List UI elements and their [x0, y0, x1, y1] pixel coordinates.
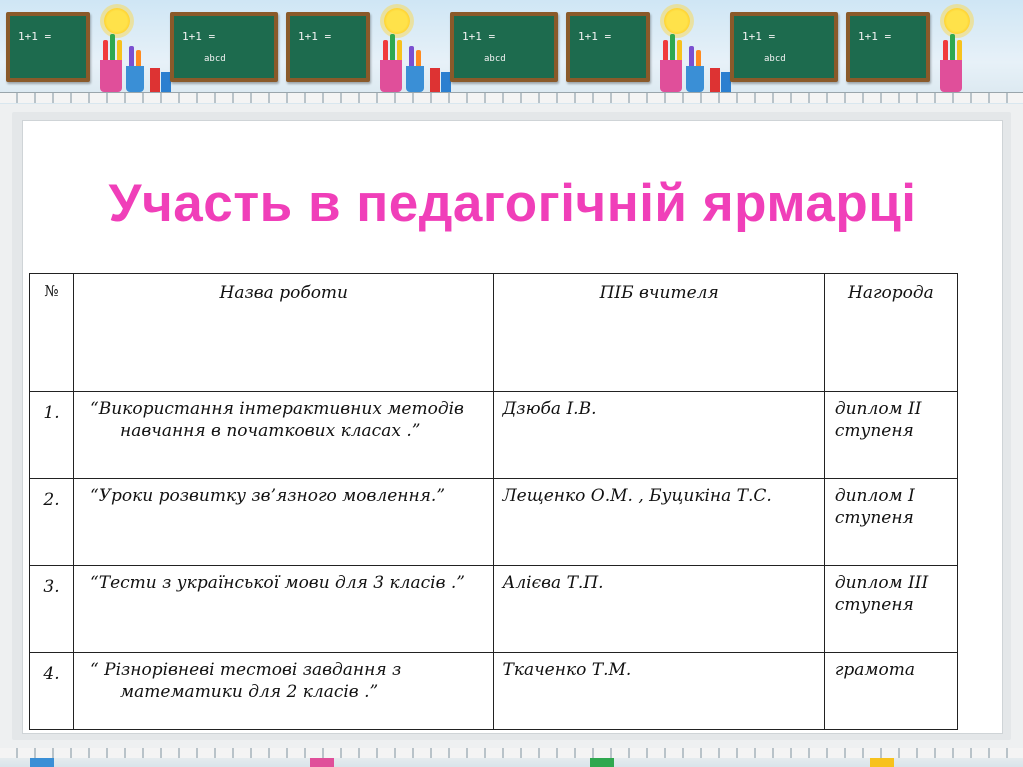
- header-teacher: ПІБ вчителя: [494, 274, 824, 392]
- school-supplies-illustration: [0, 0, 280, 92]
- chalkboard-text: 1+1 =: [578, 30, 612, 43]
- work-title-cell: [74, 392, 494, 479]
- border-trim: [0, 92, 1023, 103]
- sun-icon: [664, 8, 690, 34]
- slide-panel: [12, 112, 1011, 740]
- teacher-cell: Алієва Т.П.: [494, 566, 824, 653]
- chalkboard-text: 1+1 =: [462, 30, 496, 43]
- border-trim: [0, 748, 1023, 758]
- teacher-cell: Дзюба І.В.: [494, 392, 824, 479]
- table-row: [30, 392, 958, 479]
- header-award: Нагорода: [824, 274, 957, 392]
- table-row: [30, 479, 958, 566]
- book-icon: [30, 758, 54, 767]
- work-title-line: “ Різнорівневі тестові завдання з: [90, 660, 402, 680]
- chalkboard-icon: [286, 12, 370, 82]
- row-number: 2.: [30, 479, 74, 566]
- sun-icon: [384, 8, 410, 34]
- work-title-line: навчання в початкових класах .”: [120, 421, 421, 442]
- award-cell: [824, 653, 957, 730]
- award-line: ступеня: [834, 508, 914, 529]
- school-supplies-illustration: [560, 0, 840, 92]
- work-title-line: “Уроки розвитку зв’язного мовлення.”: [90, 486, 446, 506]
- award-line: диплом І: [834, 486, 915, 506]
- school-supplies-illustration: [280, 0, 560, 92]
- pencil-cup-icon: [126, 66, 144, 92]
- row-number: 4.: [30, 653, 74, 730]
- award-line: грамота: [834, 660, 916, 680]
- book-icon: [150, 68, 160, 92]
- chalkboard-text: abcd: [484, 54, 506, 64]
- award-cell: [824, 479, 957, 566]
- book-icon: [710, 68, 720, 92]
- award-line: диплом ІІ: [834, 399, 922, 419]
- book-icon: [590, 758, 614, 767]
- award-line: ступеня: [834, 595, 914, 616]
- table-header-row: [30, 274, 958, 392]
- work-title-line: “Тести з української мови для 3 класів .”: [90, 573, 465, 593]
- chalkboard-text: 1+1 =: [182, 30, 216, 43]
- school-supplies-illustration: [840, 0, 1023, 92]
- teacher-cell: Ткаченко Т.М.: [494, 653, 824, 730]
- sun-icon: [104, 8, 130, 34]
- header-work-title: Назва роботи: [74, 274, 494, 392]
- slide-content: [22, 120, 1003, 734]
- award-line: ступеня: [834, 421, 914, 442]
- award-cell: [824, 392, 957, 479]
- decorative-bottom-border: [0, 748, 1023, 767]
- chalkboard-text: 1+1 =: [742, 30, 776, 43]
- chalkboard-text: abcd: [764, 54, 786, 64]
- chalkboard-icon: [170, 12, 278, 82]
- chalkboard-icon: [566, 12, 650, 82]
- sun-icon: [944, 8, 970, 34]
- work-title-cell: [74, 479, 494, 566]
- row-number: 3.: [30, 566, 74, 653]
- chalkboard-text: 1+1 =: [298, 30, 332, 43]
- chalkboard-icon: [730, 12, 838, 82]
- pencil-cup-icon: [380, 60, 402, 92]
- table-row: [30, 653, 958, 730]
- work-title-cell: [74, 566, 494, 653]
- work-title-line: математики для 2 класів .”: [120, 682, 379, 703]
- award-line: диплом ІІІ: [834, 573, 929, 593]
- work-title-cell: [74, 653, 494, 730]
- chalkboard-text: 1+1 =: [858, 30, 892, 43]
- decorative-top-border: [0, 0, 1023, 104]
- book-icon: [430, 68, 440, 92]
- work-title-line: “Використання інтерактивних методів: [90, 399, 464, 419]
- chalkboard-text: 1+1 =: [18, 30, 52, 43]
- pencil-cup-icon: [660, 60, 682, 92]
- chalkboard-text: abcd: [204, 54, 226, 64]
- pencil-cup-icon: [940, 60, 962, 92]
- pencil-cup-icon: [686, 66, 704, 92]
- row-number: 1.: [30, 392, 74, 479]
- book-icon: [310, 758, 334, 767]
- table-row: [30, 566, 958, 653]
- page-title: Участь в педагогічній ярмарці: [108, 174, 917, 233]
- chalkboard-icon: [450, 12, 558, 82]
- award-cell: [824, 566, 957, 653]
- pencil-cup-icon: [406, 66, 424, 92]
- chalkboard-icon: [6, 12, 90, 82]
- teacher-cell: Лещенко О.М. , Буцикіна Т.С.: [494, 479, 824, 566]
- header-number: №: [30, 274, 74, 392]
- book-icon: [870, 758, 894, 767]
- chalkboard-icon: [846, 12, 930, 82]
- pencil-cup-icon: [100, 60, 122, 92]
- awards-table: [29, 273, 958, 730]
